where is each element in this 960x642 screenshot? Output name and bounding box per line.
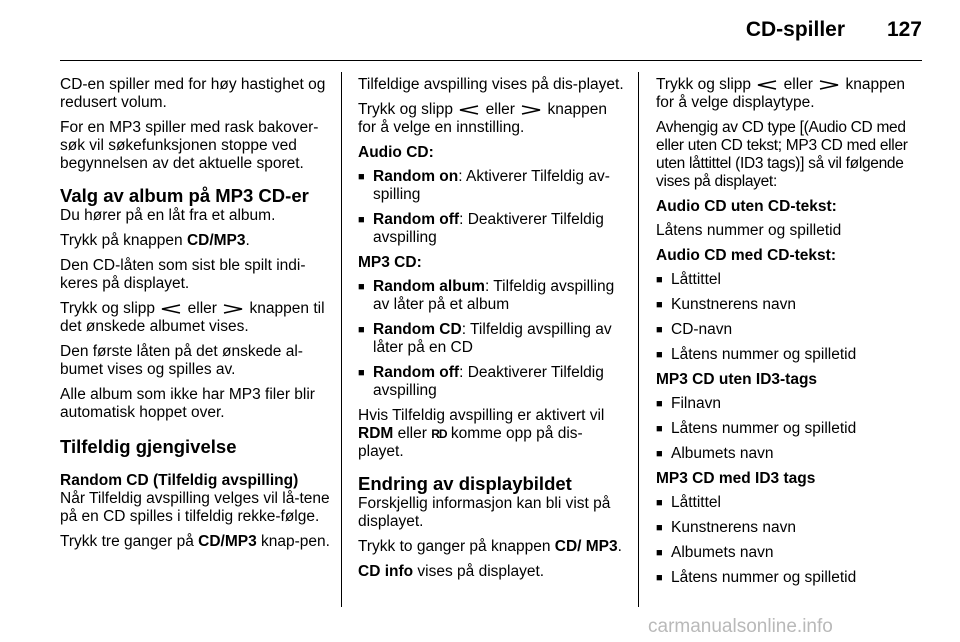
seek-left-icon: [161, 304, 181, 314]
column-2: [358, 76, 628, 588]
header-rule: [60, 60, 922, 61]
page-header-title: CD-spiller: [745, 18, 845, 41]
list-item: ■ Låttittel: [656, 494, 924, 512]
paragraph: Forskjellig informasjon kan bli vist på displayet.: [358, 495, 611, 530]
subheading-mp3-cd: MP3 CD:: [358, 254, 422, 271]
heading-album-selection: Valg av album på MP3 CD-er: [60, 185, 309, 206]
subheading-mp3-no-id3: MP3 CD uten ID3-tags: [656, 371, 818, 388]
subheading-audio-cd-no-text: Audio CD uten CD-tekst:: [656, 198, 837, 215]
paragraph: Den første låten på det ønskede al-bumet vises og spilles av.: [60, 343, 303, 378]
list-item: ■ Albumets navn: [656, 445, 924, 463]
paragraph: CD-en spiller med for høy hastighet og redusert volum.: [60, 76, 326, 111]
paragraph: For en MP3 spiller med rask bakover-søk vil søkefunksjonen stoppe ved begynnelsen av det aktuelle sporet.: [60, 119, 319, 172]
column-divider: [341, 72, 342, 607]
paragraph: Avhengig av CD type [(Audio CD med eller uten CD tekst; MP3 CD med eller uten låttittel (ID3 tags)] så vil følgende vises på displayet:: [656, 119, 908, 190]
seek-right-icon: [223, 304, 243, 314]
subheading-audio-cd: Audio CD:: [358, 144, 434, 161]
paragraph: Når Tilfeldig avspilling velges vil lå-tene på en CD spilles i tilfeldig rekke-følge.: [60, 490, 330, 525]
list-item: ■ Random album: Tilfeldig avspilling av låter på et album: [358, 278, 628, 314]
paragraph: Trykk og slipp eller knappen for å velge displaytype.: [656, 76, 906, 111]
list-item: ■ Random off: Deaktiverer Tilfeldig avspilling: [358, 364, 628, 400]
list-item: ■ Filnavn: [656, 395, 924, 413]
heading-random-playback: Tilfeldig gjengivelse: [60, 436, 237, 457]
watermark: carmanualsonline.info: [648, 616, 833, 637]
subheading-audio-cd-with-text: Audio CD med CD-tekst:: [656, 247, 836, 264]
paragraph: Trykk og slipp eller knappen for å velge en innstilling.: [358, 101, 608, 136]
list-item: ■ Albumets navn: [656, 544, 924, 562]
list-item: ■ Random on: Aktiverer Tilfeldig av-spilling: [358, 168, 628, 204]
list-item: ■ Låttittel: [656, 271, 924, 289]
column-3: [656, 76, 924, 594]
paragraph: Hvis Tilfeldig avspilling er aktivert vil RDM eller RD komme opp på dis-playet.: [358, 407, 605, 460]
paragraph: Trykk to ganger på knappen CD/ MP3.: [358, 538, 622, 555]
paragraph: Trykk tre ganger på CD/MP3 knap-pen.: [60, 533, 330, 550]
seek-right-icon: [521, 105, 541, 115]
column-divider: [638, 72, 639, 607]
paragraph: Trykk på knappen CD/MP3.: [60, 232, 250, 249]
paragraph: Tilfeldige avspilling vises på dis-playet.: [358, 76, 624, 93]
paragraph: Alle album som ikke har MP3 filer blir automatisk hoppet over.: [60, 386, 315, 421]
paragraph: Låtens nummer og spilletid: [656, 222, 842, 239]
column-1: [60, 76, 330, 558]
page-number: 127: [886, 18, 922, 41]
subheading-random-cd: Random CD (Tilfeldig avspilling): [60, 472, 299, 489]
seek-left-icon: [757, 80, 777, 90]
list-item: ■ Kunstnerens navn: [656, 519, 924, 537]
paragraph: CD info vises på displayet.: [358, 563, 545, 580]
list-item: ■ Låtens nummer og spilletid: [656, 569, 924, 587]
seek-right-icon: [819, 80, 839, 90]
paragraph: Den CD-låten som sist ble spilt indi-keres på displayet.: [60, 257, 306, 292]
random-symbol-icon: RD: [431, 427, 447, 441]
list-item: ■ CD-navn: [656, 321, 924, 339]
heading-display-change: Endring av displaybildet: [358, 473, 572, 494]
list-item: ■ Låtens nummer og spilletid: [656, 420, 924, 438]
list-item: ■ Random CD: Tilfeldig avspilling av låter på en CD: [358, 321, 628, 357]
list-item: ■ Låtens nummer og spilletid: [656, 346, 924, 364]
paragraph: Du hører på en låt fra et album.: [60, 207, 276, 224]
list-item: ■ Kunstnerens navn: [656, 296, 924, 314]
list-item: ■ Random off: Deaktiverer Tilfeldig avspilling: [358, 211, 628, 247]
subheading-mp3-with-id3: MP3 CD med ID3 tags: [656, 470, 816, 487]
paragraph: Trykk og slipp eller knappen til det ønskede albumet vises.: [60, 300, 325, 335]
seek-left-icon: [459, 105, 479, 115]
